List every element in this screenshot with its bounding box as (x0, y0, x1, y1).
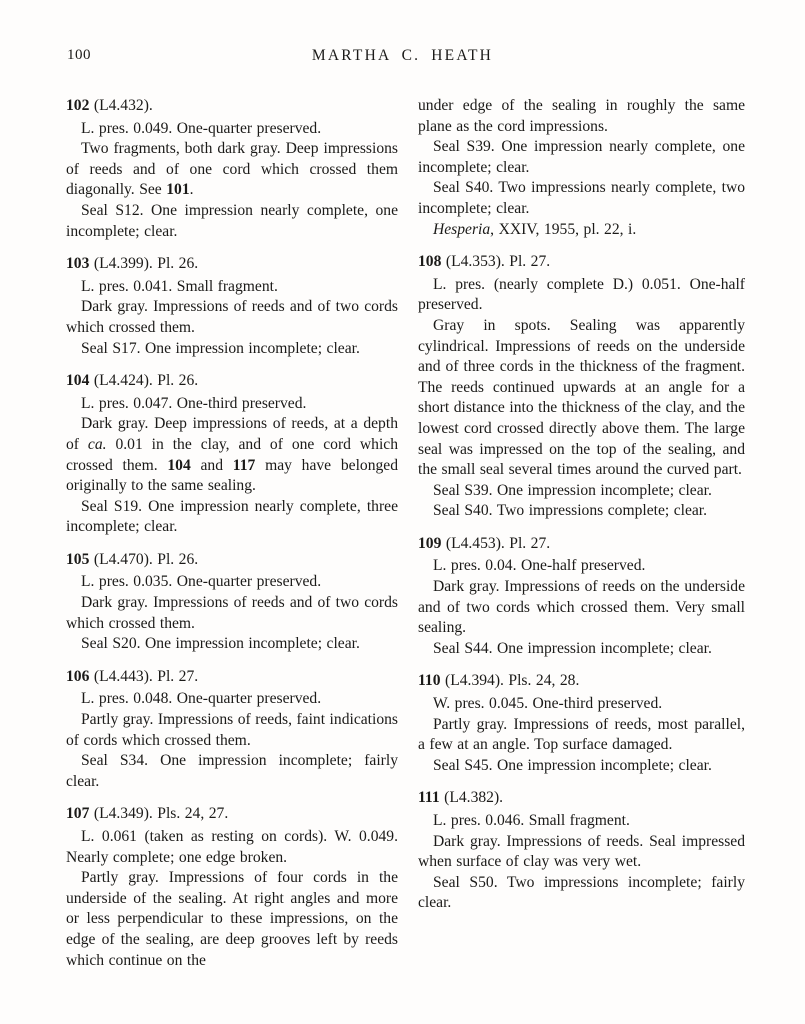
entry-paragraph: L. pres. 0.04. One-half preserved. (433, 557, 646, 575)
entry-paragraph: Seal S20. One impression incomplete; clear. (81, 635, 360, 653)
entry-heading: 107 (L4.349). Pls. 24, 27. (66, 805, 229, 823)
catalog-entry (66, 804, 398, 971)
entry-paragraph: L. pres. (nearly complete D.) 0.051. One-half preserved. (418, 275, 745, 314)
catalog-entry (418, 671, 745, 776)
entry-paragraph: Seal S45. One impression incomplete; clear. (433, 756, 712, 774)
entry-paragraph: Seal S39. One impression nearly complete, one incomplete; clear. (418, 138, 745, 176)
bold-text: 103 (66, 255, 90, 273)
entry-paragraph: L. pres. 0.035. One-quarter preserved. (81, 573, 322, 591)
entry-paragraph: L. pres. 0.049. One-quarter preserved. (81, 119, 322, 137)
entry-heading: 109 (L4.453). Pl. 27. (418, 534, 551, 552)
bold-text: 101 (166, 181, 190, 199)
entry-paragraph: Dark gray. Impressions of reeds and of two cords which crossed them. (66, 594, 398, 632)
italic-text: Hesperia (433, 220, 491, 238)
entry-paragraph: L. 0.061 (taken as resting on cords). W. 0.049. Nearly complete; one edge broken. (66, 828, 398, 866)
entry-paragraph: Hesperia, XXIV, 1955, pl. 22, i. (433, 220, 637, 238)
entry-paragraph: Seal S50. Two impressions incomplete; fairly clear. (418, 873, 745, 912)
catalog-entry (66, 667, 398, 793)
entry-paragraph: L. pres. 0.046. Small fragment. (433, 812, 630, 829)
entry-paragraph: Partly gray. Impressions of four cords in the underside of the sealing. At right angles and more or less perpendicular to these impressions, on the edge of the sealing, are deep grooves left by reeds which continue on the (66, 869, 398, 969)
bold-text: 111 (418, 789, 440, 807)
entry-paragraph: Two fragments, both dark gray. Deep impressions of reeds and of one cord which crossed them diagonally. See 101. (66, 140, 398, 199)
entry-paragraph: Seal S12. One impression nearly complete, one incomplete; clear. (66, 201, 398, 240)
entry-paragraph: Dark gray. Impressions of reeds. Seal impressed when surface of clay was very wet. (418, 832, 745, 871)
entry-paragraph: L. pres. 0.048. One-quarter preserved. (81, 690, 322, 708)
entry-heading: 106 (L4.443). Pl. 27. (66, 667, 199, 685)
catalog-entry (66, 96, 398, 242)
entry-paragraph: Seal S40. Two impressions nearly complete, two incomplete; clear. (418, 179, 745, 217)
bold-text: 110 (418, 672, 441, 690)
italic-text: ca. (87, 435, 107, 453)
continuation-block (418, 96, 745, 240)
entry-paragraph: Seal S39. One impression incomplete; clear. (433, 481, 712, 499)
entry-paragraph: Partly gray. Impressions of reeds, most parallel, a few at an angle. Top surface damaged. (418, 715, 745, 754)
entry-paragraph: L. pres. 0.041. Small fragment. (81, 277, 278, 295)
entry-paragraph: Seal S40. Two impressions complete; clear. (433, 502, 708, 520)
catalog-entry (418, 252, 745, 522)
left-column (66, 96, 398, 971)
entry-heading: 108 (L4.353). Pl. 27. (418, 253, 551, 271)
entry-heading: 111 (L4.382). (418, 789, 504, 807)
entry-paragraph: W. pres. 0.045. One-third preserved. (433, 695, 663, 713)
bold-text: 105 (66, 550, 90, 568)
catalog-entry (66, 254, 398, 359)
entry-paragraph: Partly gray. Impressions of reeds, faint indications of cords which crossed them. (66, 711, 398, 749)
entry-paragraph: Dark gray. Impressions of reeds on the underside and of two cords which crossed them. Very small sealing. (418, 578, 745, 637)
bold-text: 104 (66, 372, 90, 390)
bold-text: 117 (232, 456, 256, 474)
entry-paragraph: Seal S17. One impression incomplete; clear. (81, 339, 360, 357)
entry-paragraph: Dark gray. Deep impressions of reeds, at a depth of ca. 0.01 in the clay, and of one cord which crossed them. 104 and 117 may have belonged originally to the same sealing. (66, 415, 399, 495)
entry-paragraph: Dark gray. Impressions of reeds and of two cords which crossed them. (66, 298, 398, 336)
bold-text: 108 (418, 253, 442, 271)
running-head: MARTHA C. HEATH (311, 47, 494, 64)
right-column (418, 96, 745, 914)
entry-heading: 102 (L4.432). (66, 97, 153, 114)
entry-paragraph: Gray in spots. Sealing was apparently cylindrical. Impressions of reeds on the underside and of three cords in the thickness of the fragment. The reeds continued upwards at an angle for a short distance into the thickness of the clay, and the lowest cord crossed directly above them. The large seal was impressed on the top of the sealing, and the small seal several times around the curved part. (418, 316, 745, 479)
bold-text: 104 (167, 456, 191, 474)
entry-heading: 110 (L4.394). Pls. 24, 28. (418, 672, 580, 690)
catalog-entry (66, 371, 398, 538)
bold-text: 106 (66, 667, 90, 685)
entry-heading: 105 (L4.470). Pl. 26. (66, 550, 199, 568)
catalog-entry (418, 534, 745, 660)
entry-heading: 104 (L4.424). Pl. 26. (66, 372, 199, 390)
bold-text: 102 (66, 97, 90, 114)
entry-heading: 103 (L4.399). Pl. 26. (66, 255, 199, 273)
catalog-entry (66, 550, 398, 655)
catalog-entry (418, 788, 745, 914)
entry-paragraph: Seal S19. One impression nearly complete, three incomplete; clear. (66, 497, 398, 536)
entry-paragraph: under edge of the sealing in roughly the same plane as the cord impressions. (418, 97, 745, 135)
bold-text: 109 (418, 534, 442, 552)
entry-paragraph: Seal S34. One impression incomplete; fairly clear. (66, 752, 398, 790)
page-number: 100 (67, 47, 91, 63)
bold-text: 107 (66, 805, 90, 823)
entry-paragraph: Seal S44. One impression incomplete; clear. (433, 639, 712, 657)
entry-paragraph: L. pres. 0.047. One-third preserved. (81, 394, 307, 412)
